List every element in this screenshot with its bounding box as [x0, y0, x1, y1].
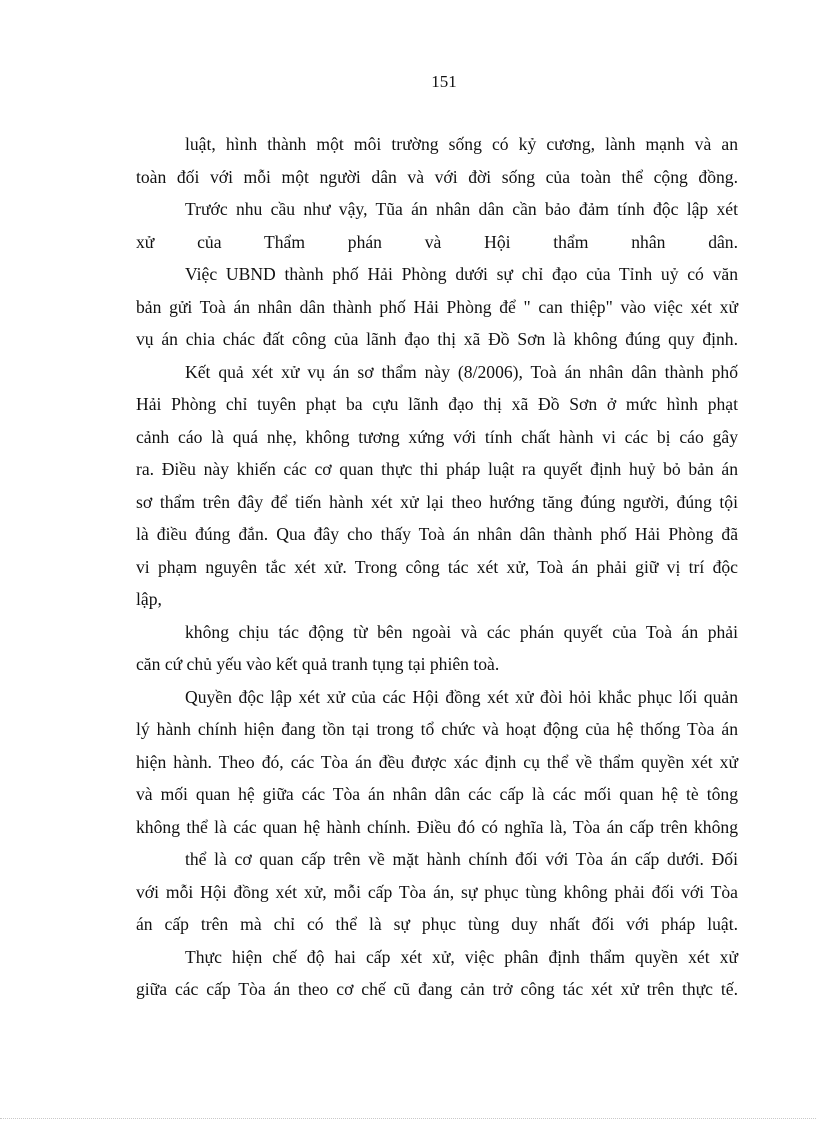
- text-line: giữa các cấp Tòa án theo cơ chế cũ đang cản trở công tác xét xử trên thực tế.: [136, 979, 738, 999]
- text-line: toàn đối với mỗi một người dân và với đời sống của toàn thể cộng đồng.: [136, 166, 738, 187]
- text-line: Thực hiện chế độ hai cấp xét xử, việc phân định thẩm quyền xét xử: [185, 946, 738, 967]
- text-line: vi phạm nguyên tắc xét xử. Trong công tác xét xử, Toà án phải giữ vị trí độc: [136, 556, 738, 577]
- text-line: hiện hành. Theo đó, các Tòa án đều được xác định cụ thể về thẩm quyền xét xử: [136, 751, 738, 772]
- text-line: thể là cơ quan cấp trên về mặt hành chính đối với Tòa án cấp dưới. Đối: [185, 849, 738, 869]
- body-text: [136, 128, 738, 1006]
- text-line: vụ án chia chác đất công của lãnh đạo thị xã Đồ Sơn là không đúng quy định.: [136, 329, 738, 349]
- text-line: ra. Điều này khiến các cơ quan thực thi pháp luật ra quyết định huỷ bỏ bản án: [136, 459, 738, 479]
- text-line: sơ thẩm trên đây để tiến hành xét xử lại theo hướng tăng đúng người, đúng tội: [136, 491, 738, 512]
- text-line: cảnh cáo là quá nhẹ, không tương xứng với tính chất hành vi các bị cáo gây: [136, 426, 738, 447]
- text-line: Hải Phòng chỉ tuyên phạt ba cựu lãnh đạo thị xã Đồ Sơn ở mức hình phạt: [136, 394, 738, 414]
- text-line: căn cứ chủ yếu vào kết quả tranh tụng tại phiên toà.: [136, 654, 500, 674]
- text-line: lý hành chính hiện đang tồn tại trong tổ chức và hoạt động của hệ thống Tòa án: [136, 719, 738, 739]
- text-line: không thể là các quan hệ hành chính. Điều đó có nghĩa là, Tòa án cấp trên không: [136, 816, 738, 837]
- text-line: với mỗi Hội đồng xét xử, mỗi cấp Tòa án, sự phục tùng không phải đối với Tòa: [136, 881, 738, 902]
- text-line: bản gửi Toà án nhân dân thành phố Hải Phòng để " can thiệp" vào việc xét xử: [136, 296, 738, 317]
- text-line: lập,: [136, 589, 162, 609]
- text-line: Trước nhu cầu như vậy, Tũa án nhân dân cần bảo đảm tính độc lập xét: [185, 199, 738, 219]
- text-line: không chịu tác động từ bên ngoài và các phán quyết của Toà án phải: [185, 621, 738, 642]
- text-line: Quyền độc lập xét xử của các Hội đồng xét xử đòi hỏi khắc phục lối quản: [185, 686, 738, 707]
- text-line: Việc UBND thành phố Hải Phòng dưới sự chỉ đạo của Tỉnh uỷ có văn: [185, 264, 738, 284]
- page-number: 151: [431, 72, 457, 91]
- text-line: luật, hình thành một môi trường sống có kỷ cương, lành mạnh và an: [185, 134, 738, 154]
- text-line: Kết quả xét xử vụ án sơ thẩm này (8/2006), Toà án nhân dân thành phố: [185, 361, 738, 382]
- text-line: và mối quan hệ giữa các Tòa án nhân dân các cấp là các mối quan hệ tè tông: [136, 784, 738, 804]
- page-bottom-divider: [0, 1118, 816, 1119]
- text-line: án cấp trên mà chỉ có thể là sự phục tùng duy nhất đối với pháp luật.: [136, 914, 738, 934]
- text-line: là điều đúng đắn. Qua đây cho thấy Toà án nhân dân thành phố Hải Phòng đã: [136, 524, 738, 544]
- text-line: xử của Thẩm phán và Hội thẩm nhân dân.: [136, 231, 738, 252]
